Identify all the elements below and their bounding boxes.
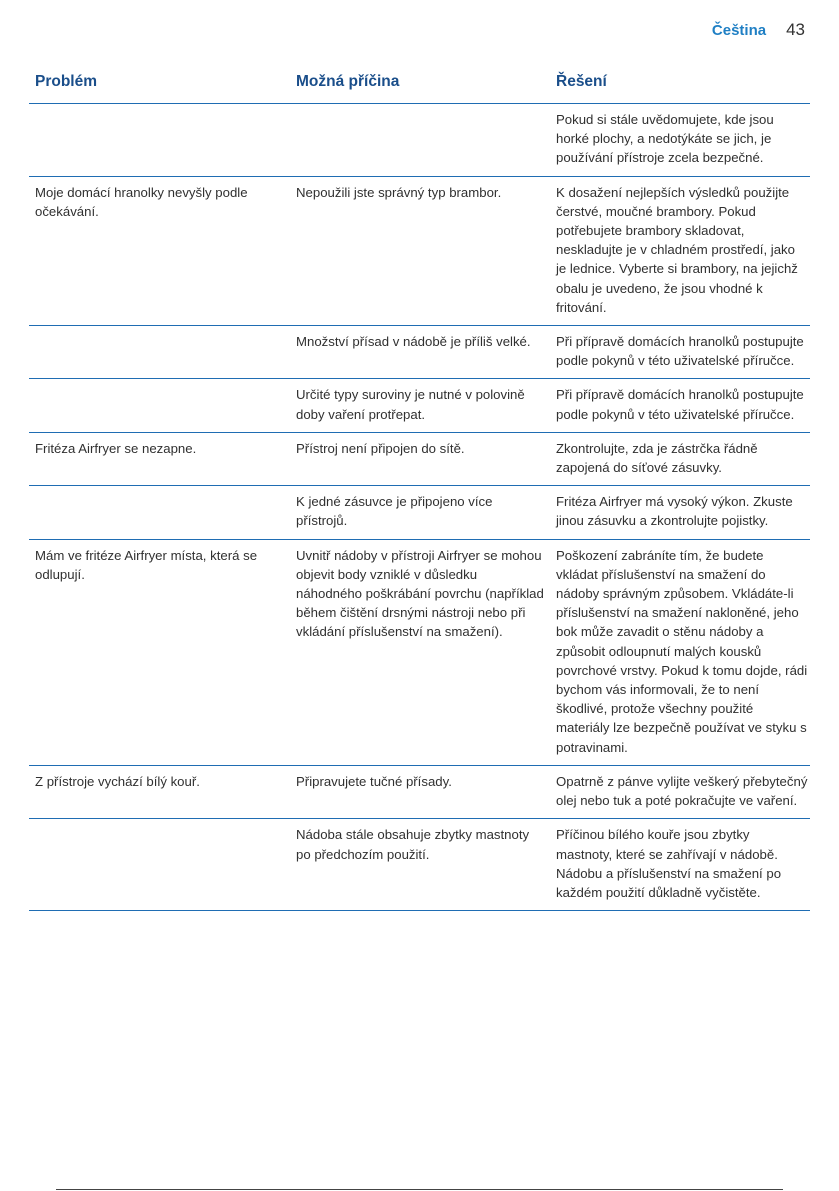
problem-cell [29, 104, 290, 176]
table-row [29, 326, 810, 379]
solution-cell: K dosažení nejlepších výsledků použijte čerstvé, moučné brambory. Pokud potřebujete brambory skladovat, neskladujte je v chladném prostředí, jako je lednice. Vyberte si brambory, na jejichž obalu je uvedeno, že jsou vhodné k fritování. [556, 184, 798, 315]
solution-cell: Opatrně z pánve vylijte veškerý přebytečný olej nebo tuk a poté pokračujte ve vaření. [556, 773, 808, 809]
troubleshooting-table [29, 60, 810, 911]
problem-cell [29, 379, 290, 431]
page-header [712, 20, 805, 40]
cause-cell: K jedné zásuvce je připojeno více přístrojů. [296, 494, 493, 529]
problem-cell [29, 819, 290, 910]
solution-cell: Při přípravě domácích hranolků postupujte podle pokynů v této uživatelské příručce. [556, 387, 804, 422]
cause-cell: Připravujete tučné přísady. [296, 773, 452, 789]
solution-cell: Pokud si stále uvědomujete, kde jsou horké plochy, a nedotýkáte se jich, je používání přístroje zcela bezpečné. [556, 112, 774, 166]
solution-cell: Poškození zabráníte tím, že budete vkládat příslušenství na smažení do nádoby správným způsobem. Vkládáte-li příslušenství na smažení nakloněné, jeho bok může zavadit o stěnu nádoby a způsobit odloupnutí malých kousků povrchové vrstvy. Pokud k tomu dojde, rádi bychom vás informovali, že to není škodlivé, protože všechny použité materiály lze bezpečně používat ve styku s potravinami. [556, 547, 808, 755]
table-row [29, 177, 810, 326]
solution-cell: Zkontrolujte, zda je zástrčka řádně zapojená do síťové zásuvky. [556, 440, 758, 476]
solution-cell: Fritéza Airfryer má vysoký výkon. Zkuste jinou zásuvku a zkontrolujte pojistky. [556, 494, 793, 529]
table-row [29, 379, 810, 432]
problem-cell [29, 486, 290, 538]
problem-cell: Moje domácí hranolky nevyšly podle očekávání. [35, 184, 248, 219]
solution-cell: Při přípravě domácích hranolků postupujte podle pokynů v této uživatelské příručce. [556, 334, 804, 369]
footer-divider [56, 1189, 783, 1190]
column-header-solution: Řešení [556, 72, 607, 90]
table-row [29, 433, 810, 486]
table-row [29, 486, 810, 539]
table-row [29, 766, 810, 819]
cause-cell: Přístroj není připojen do sítě. [296, 440, 465, 456]
table-row [29, 104, 810, 177]
cause-cell: Nádoba stále obsahuje zbytky mastnoty po předchozím použití. [296, 827, 530, 862]
column-header-problem: Problém [35, 72, 98, 90]
table-row [29, 819, 810, 911]
problem-cell: Z přístroje vychází bílý kouř. [35, 773, 200, 789]
cause-cell: Nepoužili jste správný typ brambor. [296, 184, 502, 200]
cause-cell: Uvnitř nádoby v přístroji Airfryer se mohou objevit body vzniklé v důsledku náhodného poškrábání povrchu (například během čištění drsnými nástroji nebo při vkládání příslušenství na smažení). [296, 547, 544, 640]
cause-cell [290, 104, 550, 176]
page-number: 43 [786, 20, 805, 39]
table-row [29, 540, 810, 766]
table-header [29, 60, 810, 104]
problem-cell: Fritéza Airfryer se nezapne. [35, 440, 197, 456]
cause-cell: Množství přísad v nádobě je příliš velké. [296, 334, 531, 350]
problem-cell [29, 326, 290, 378]
language-label: Čeština [711, 22, 767, 39]
cause-cell: Určité typy suroviny je nutné v polovině doby vaření protřepat. [296, 387, 525, 422]
column-header-cause: Možná příčina [296, 72, 400, 90]
problem-cell: Mám ve fritéze Airfryer místa, která se odlupují. [35, 547, 258, 582]
solution-cell: Příčinou bílého kouře jsou zbytky mastnoty, které se zahřívají v nádobě. Nádobu a příslušenství na smažení po každém použití důkladně vyčistěte. [556, 827, 782, 900]
